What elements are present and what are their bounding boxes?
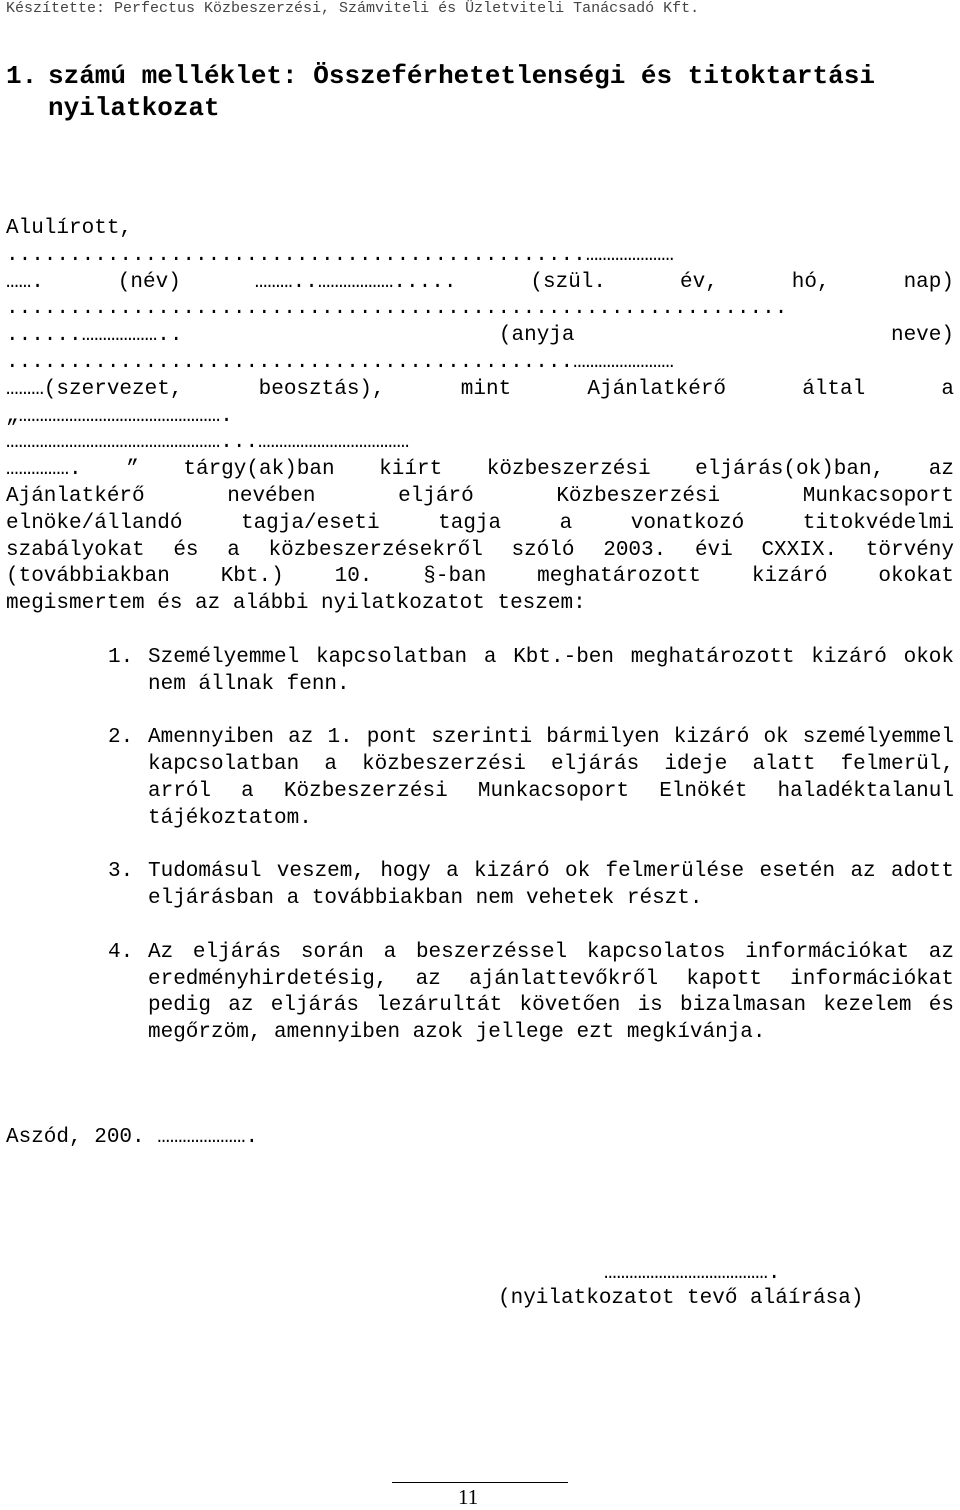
body-line: .............................................................. bbox=[6, 297, 788, 321]
body-line: elnöke/állandó tagja/eseti tagja a vonatkozó titokvédelmi bbox=[6, 511, 954, 535]
signature-label: (nyilatkozatot tevő aláírása) bbox=[498, 1287, 864, 1310]
list-item-text: Az eljárás során a beszerzéssel kapcsolatos információkat az eredményhirdetésig, az ajánlattevőkről kapott információkat pedig az eljárás lezárultát követően is bizalmasan kezelem és megőrzöm, amennyiben azok jellege ezt megkívánja. bbox=[148, 940, 954, 1045]
footer-divider bbox=[392, 1482, 568, 1483]
declaration-body bbox=[6, 216, 954, 618]
body-line: (továbbiakban Kbt.) 10. §-ban meghatározott kizáró okokat bbox=[6, 565, 954, 589]
list-item-index: 3. bbox=[108, 860, 134, 884]
body-line: .............................................…………………… bbox=[6, 350, 674, 374]
body-line: Ajánlatkérő nevében eljáró Közbeszerzési Munkacsoport bbox=[6, 484, 954, 508]
list-item bbox=[108, 645, 954, 699]
document-title bbox=[6, 60, 956, 124]
body-line: szabályokat és a közbeszerzésekről szóló 2003. évi CXXIX. törvény bbox=[6, 538, 954, 562]
body-line: ……………………………………………...……………………………… bbox=[6, 431, 410, 455]
list-item bbox=[108, 859, 954, 913]
title-line-1: 1. számú melléklet: Összeférhetetlenségi és titoktartási bbox=[6, 61, 875, 91]
document-header: Készítette: Perfectus Közbeszerzési, Számviteli és Üzletviteli Tanácsadó Kft. bbox=[6, 0, 700, 17]
body-line: megismertem és az alábbi nyilatkozatot teszem: bbox=[6, 592, 586, 616]
list-item bbox=[108, 725, 954, 832]
page-number: 11 bbox=[458, 1485, 479, 1509]
list-item-text: Személyemmel kapcsolatban a Kbt.-ben meghatározott kizáró okok nem állnak fenn. bbox=[148, 646, 954, 696]
list-item-index: 1. bbox=[108, 646, 134, 669]
body-line: ……. (név) ………..………………..... (szül. év, hó, nap) bbox=[6, 270, 954, 294]
body-line: ………(szervezet, beosztás), mint Ajánlatkérő által a bbox=[6, 377, 954, 401]
list-item-index: 4. bbox=[108, 940, 134, 964]
title-number: 1. bbox=[6, 61, 38, 91]
body-line: „…………………………………………. bbox=[6, 404, 233, 428]
body-line: ..............................................………………… bbox=[6, 243, 674, 267]
body-line: Alulírott, bbox=[6, 217, 133, 240]
list-item-text: Amennyiben az 1. pont szerinti bármilyen kizáró ok személyemmel kapcsolatban a közbeszerzési eljárás ideje alatt felmerül, arról a Közbeszerzési Munkacsoport Elnökét haladéktalanul tájékoztatom. bbox=[148, 726, 954, 830]
list-item-text: Tudomásul veszem, hogy a kizáró ok felmerülése esetén az adott eljárásban a továbbiakban nem vehetek részt. bbox=[148, 860, 954, 911]
declaration-list bbox=[108, 645, 954, 1074]
list-item-index: 2. bbox=[108, 726, 134, 750]
signature-line: …………………………………. bbox=[604, 1262, 781, 1285]
place-date-line: Aszód, 200. …………………. bbox=[6, 1126, 259, 1149]
body-line: ……………. ” tárgy(ak)ban kiírt közbeszerzési eljárás(ok)ban, az bbox=[6, 458, 954, 482]
list-item bbox=[108, 940, 954, 1047]
body-line: ......……………….. (anyja neve) bbox=[6, 324, 954, 348]
title-line-2: nyilatkozat bbox=[48, 93, 220, 123]
